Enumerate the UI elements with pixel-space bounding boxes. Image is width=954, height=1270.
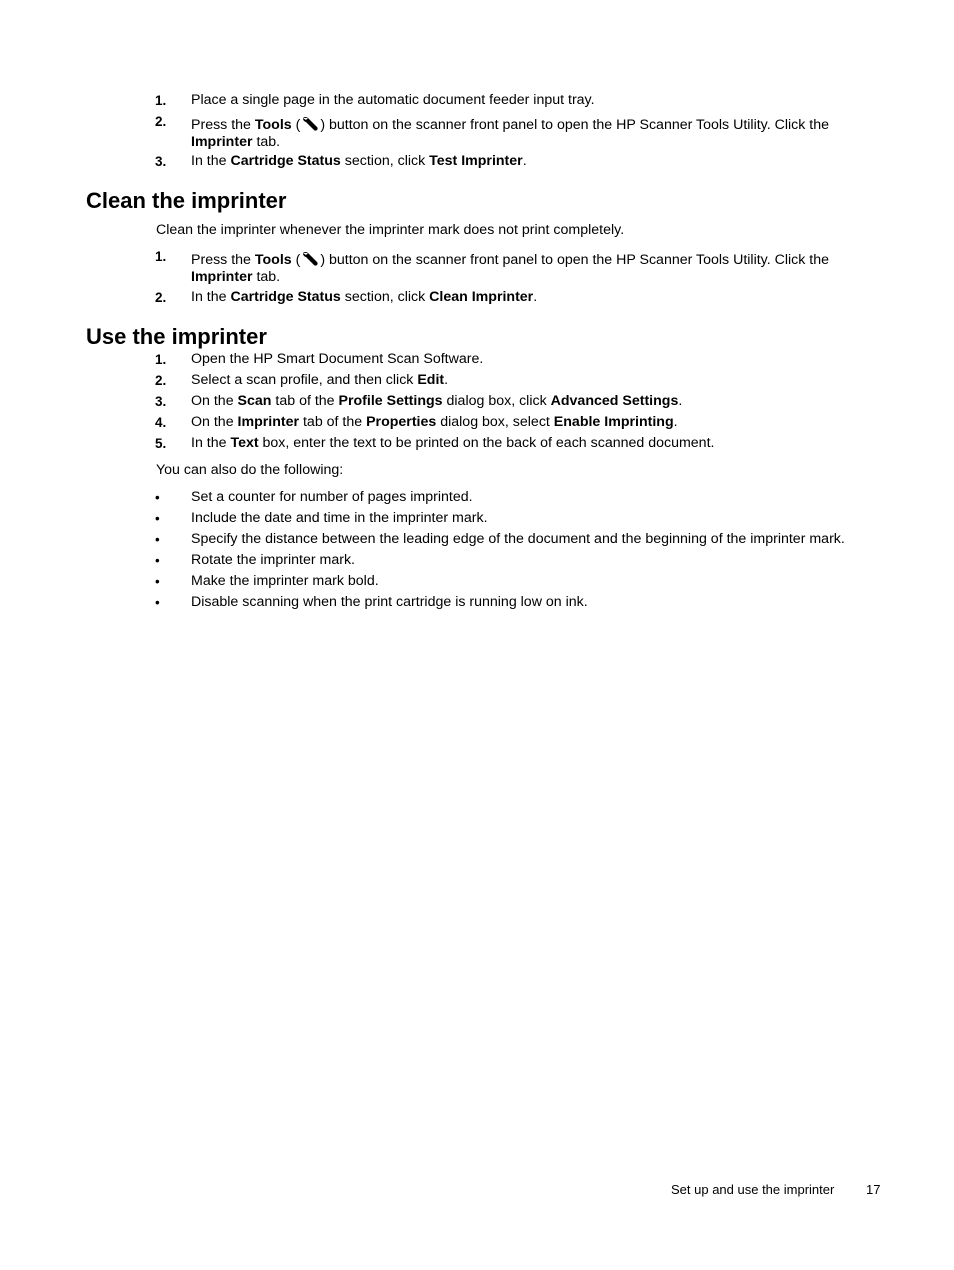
page-number: 17 [866,1182,881,1197]
wrench-icon [300,115,320,132]
step-text: Open the HP Smart Document Scan Software. [191,351,484,367]
step-number: 1. [155,93,167,108]
step-number: 4. [155,415,167,430]
clean-intro-paragraph: Clean the imprinter whenever the imprinter mark does not print completely. [156,222,625,238]
bullet-marker: • [155,595,160,610]
step-number: 2. [155,373,167,388]
bullet-text: Include the date and time in the imprinter mark. [191,510,488,526]
step-number: 5. [155,436,167,451]
bullet-marker: • [155,490,160,505]
step-number: 1. [155,352,167,367]
step-text: Select a scan profile, and then click Edit. [191,372,449,388]
step-number: 3. [155,154,167,169]
step-number: 3. [155,394,167,409]
footer-section-title: Set up and use the imprinter [671,1182,835,1197]
bullet-marker: • [155,511,160,526]
bullet-text: Rotate the imprinter mark. [191,552,356,568]
step-text: On the Imprinter tab of the Properties dialog box, select Enable Imprinting. [191,414,678,430]
step-text: Press the Tools ( ) button on the scanner front panel to open the HP Scanner Tools Utility. Click the Imprinter tab. [191,252,830,285]
wrench-icon [300,250,320,267]
section-heading-use: Use the imprinter [86,324,267,349]
bullet-text: Disable scanning when the print cartridge is running low on ink. [191,594,588,610]
bullet-text: Set a counter for number of pages imprinted. [191,489,473,505]
step-text: In the Cartridge Status section, click Test Imprinter. [191,153,527,169]
step-text: In the Cartridge Status section, click Clean Imprinter. [191,289,538,305]
bullet-marker: • [155,553,160,568]
step-text: On the Scan tab of the Profile Settings dialog box, click Advanced Settings. [191,393,683,409]
step-text: In the Text box, enter the text to be printed on the back of each scanned document. [191,435,715,451]
step-number: 1. [155,249,167,264]
bullet-text: Specify the distance between the leading edge of the document and the beginning of the imprinter mark. [191,531,845,547]
bullet-text: Make the imprinter mark bold. [191,573,379,589]
step-number: 2. [155,114,167,129]
also-paragraph: You can also do the following: [156,462,344,478]
section-heading-clean: Clean the imprinter [86,188,287,213]
bullet-marker: • [155,532,160,547]
step-number: 2. [155,290,167,305]
step-text: Press the Tools ( ) button on the scanner front panel to open the HP Scanner Tools Utility. Click the Imprinter tab. [191,117,830,150]
bullet-marker: • [155,574,160,589]
step-text: Place a single page in the automatic document feeder input tray. [191,92,595,108]
